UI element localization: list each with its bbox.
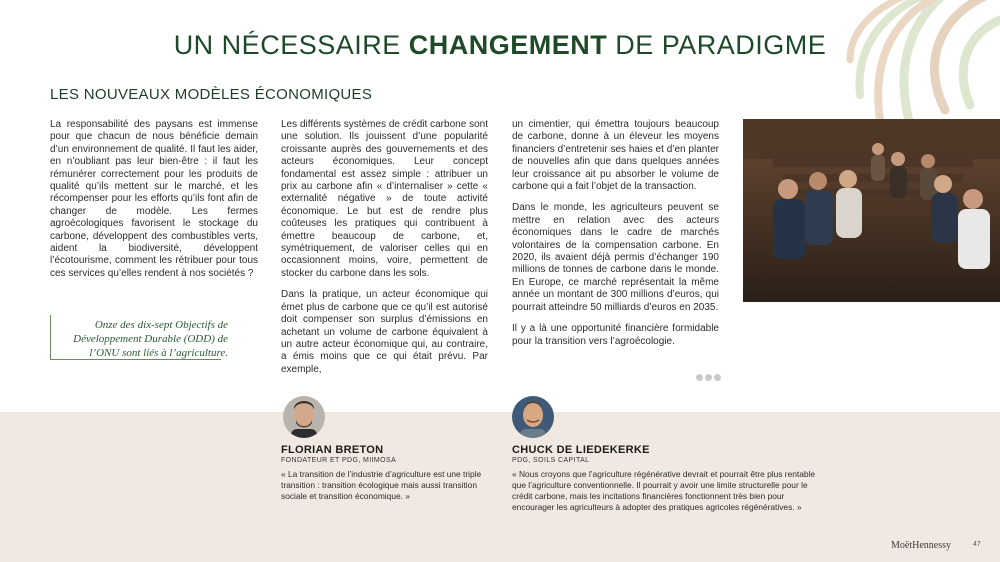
pagination-dots xyxy=(696,368,723,386)
text-column-2 xyxy=(281,119,488,385)
title-bold: CHANGEMENT xyxy=(408,30,608,60)
paragraph: Dans la pratique, un acteur économique qui émet plus de carbone que ce qu’il est autorisé doit compenser son surplus d’émissions en achetant un volume de carbone équivalent à un autre acteur économique qui, au contraire, a émis moins que ce qui était prévu. Par exemple, xyxy=(281,289,488,375)
page-title xyxy=(0,30,1000,61)
paragraph: La responsabilité des paysans est immense pour que chacun de nous bénéficie demain d’un environnement de qualité. Il faut les aider, en n’oubliant pas leur bien-être : il faut les rémunérer correctement pour les produits de qualité qu’ils mettent sur le marché, et les récompenser pour les efforts qu’ils font afin de changer de modèle. Les fermes agroécologiques favorisent le stockage du carbone, développent des combustibles verts, aident la biodiversité, développent l’écotourisme, comment les rétribuer pour tous ces services qu’elles rendent à nos sociétés ? xyxy=(50,119,258,279)
title-start: UN NÉCESSAIRE xyxy=(173,30,409,60)
person-role: PDG, SOILS CAPITAL xyxy=(512,457,590,464)
meeting-photo xyxy=(743,119,1000,302)
paragraph: un cimentier, qui émettra toujours beaucoup de carbone, donne à un éleveur les moyens financiers d’entretenir ses haies et d’en planter de nouvelles afin que dans quelques années leur croissance ait pu absorber le volume de carbone qui a fait l’objet de la transaction. xyxy=(512,119,719,193)
dot xyxy=(705,374,712,381)
person-quote: « Nous croyons que l’agriculture régénérative devrait et pourrait être plus rentable que l’agriculture conventionnelle. Il pourrait y avoir une limite structurelle pour le crédit carbone, mais les incitations financières fonctionnent très bien pour encourager les agriculteurs à adopter des pratiques agricoles régénératives. » xyxy=(512,469,816,512)
avatar xyxy=(512,396,554,438)
page-number: 47 xyxy=(973,541,981,548)
person-quote: « La transition de l’industrie d’agriculture est une triple transition : transition écologique mais aussi transition sociale et transition économique. » xyxy=(281,469,482,501)
dot xyxy=(714,374,721,381)
pull-quote: Onze des dix-sept Objectifs de Développement Durable (ODD) de l’ONU sont liés à l’agriculture. xyxy=(73,319,228,359)
person-name: CHUCK DE LIEDEKERKE xyxy=(512,444,650,456)
avatar xyxy=(283,396,325,438)
paragraph: Dans le monde, les agriculteurs peuvent se mettre en relation avec des acteurs économiques dans le cadre de marchés volontaires de la compensation carbone. En 2020, ils avaient déjà permis d’échanger 190 millions de tonnes de carbone dans le monde. En Europe, ce marché représentait la même année un montant de 300 millions d’euros, qui pourrait atteindre 50 milliards d’euros en 2035. xyxy=(512,202,719,313)
person-name: FLORIAN BRETON xyxy=(281,444,384,456)
person-role: FONDATEUR ET PDG, MIIMOSA xyxy=(281,457,397,464)
section-subtitle: LES NOUVEAUX MODÈLES ÉCONOMIQUES xyxy=(50,86,373,103)
dot xyxy=(696,374,703,381)
title-end: DE PARADIGME xyxy=(607,30,827,60)
text-column-1 xyxy=(50,119,258,289)
paragraph: Il y a là une opportunité financière formidable pour la transition vers l’agroécologie. xyxy=(512,323,719,347)
text-column-3 xyxy=(512,119,719,357)
paragraph: Les différents systèmes de crédit carbone sont une solution. Ils jouissent d’une popularité croissante auprès des gouvernements et des acteurs économiques. Leur concept fondamental est assez simple : attribuer un prix au carbone afin « d’internaliser » cette « externalité négative » de toute activité économique. Le but est de rendre plus coûteuses les pratiques qui contribuent à émettre beaucoup de carbone, et, symétriquement, de valoriser celles qui en occasionnent moins, voire, permettent de stocker du carbone dans les sols. xyxy=(281,119,488,279)
brand-logo: MoëtHennessy xyxy=(891,540,951,551)
